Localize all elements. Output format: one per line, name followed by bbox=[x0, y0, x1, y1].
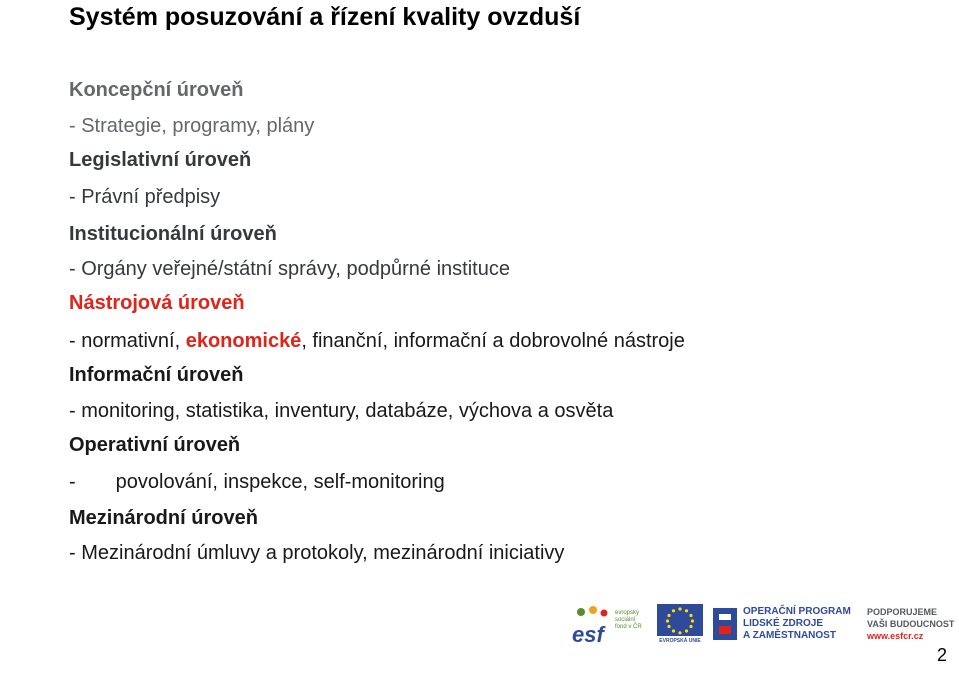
esf-caption: evropský sociální fond v ČR bbox=[615, 610, 642, 630]
level-detail-legislative: - Právní předpisy bbox=[69, 186, 221, 208]
detail-prefix: - normativní, bbox=[69, 330, 186, 352]
level-detail-information: - monitoring, statistika, inventury, databáze, výchova a osvěta bbox=[69, 400, 614, 422]
slide-title: Systém posuzování a řízení kvality ovzduší bbox=[69, 3, 581, 31]
level-detail-operative bbox=[69, 469, 445, 495]
support-url: www.esfcr.cz bbox=[867, 631, 924, 641]
level-heading-operative: Operativní úroveň bbox=[69, 434, 241, 456]
detail-highlight-economic: ekonomické bbox=[185, 330, 302, 352]
level-detail-institutional: - Orgány veřejné/státní správy, podpůrné instituce bbox=[69, 258, 510, 280]
level-heading-international: Mezinárodní úroveň bbox=[69, 507, 258, 529]
level-heading-conceptual: Koncepční úroveň bbox=[69, 79, 244, 101]
eu-flag-logo bbox=[657, 604, 703, 648]
funding-logos bbox=[571, 604, 955, 648]
esf-icon bbox=[571, 604, 615, 648]
detail-text: povolování, inspekce, self-monitoring bbox=[115, 471, 445, 493]
op-emblem-icon bbox=[711, 604, 739, 644]
support-text: PODPORUJEME VAŠI BUDOUCNOST www.esfcr.cz bbox=[867, 607, 955, 641]
op-lzz-logo bbox=[711, 604, 861, 648]
detail-suffix: , finanční, informační a dobrovolné nástroje bbox=[301, 330, 685, 352]
eu-flag-icon bbox=[657, 604, 703, 636]
level-detail-instrumental bbox=[69, 328, 685, 354]
level-heading-information: Informační úroveň bbox=[69, 364, 244, 386]
level-heading-legislative: Legislativní úroveň bbox=[69, 149, 252, 171]
op-text: OPERAČNÍ PROGRAM LIDSKÉ ZDROJE A ZAMĚSTNANOST bbox=[743, 606, 851, 641]
detail-dash: - bbox=[69, 471, 76, 493]
level-detail-international: - Mezinárodní úmluvy a protokoly, mezinárodní iniciativy bbox=[69, 542, 565, 564]
svg-text:esf: esf bbox=[572, 622, 604, 647]
level-heading-instrumental: Nástrojová úroveň bbox=[69, 292, 245, 314]
level-detail-conceptual: - Strategie, programy, plány bbox=[69, 115, 315, 137]
support-logo bbox=[867, 604, 955, 648]
esf-logo bbox=[571, 604, 651, 648]
level-heading-institutional: Institucionální úroveň bbox=[69, 223, 277, 245]
eu-caption: EVROPSKÁ UNIE bbox=[659, 638, 701, 644]
page-number: 2 bbox=[937, 645, 948, 665]
